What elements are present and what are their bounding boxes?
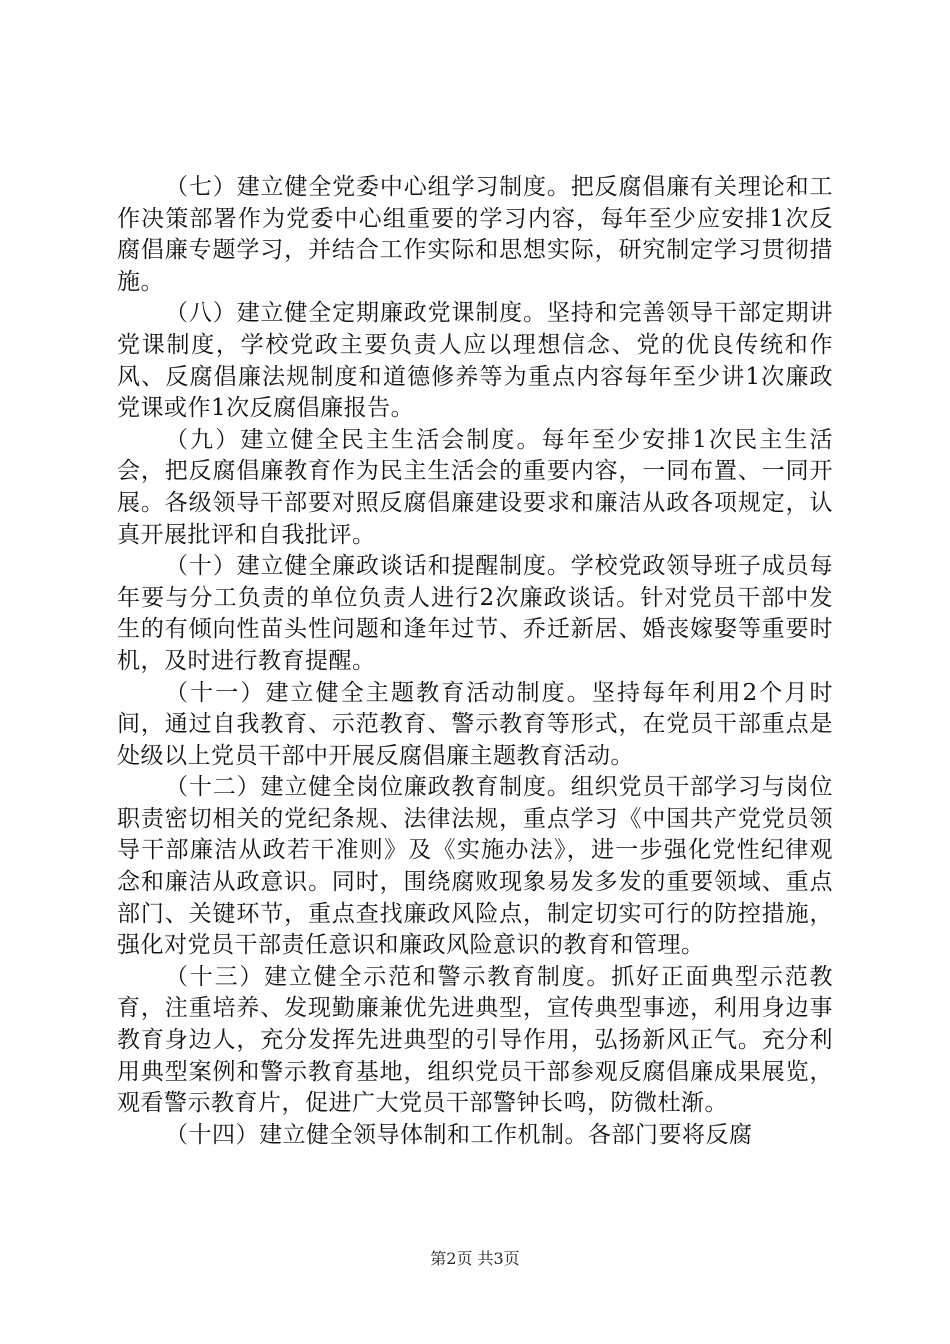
- paragraph-9: （九）建立健全民主生活会制度。每年至少安排1次民主生活会，把反腐倡廉教育作为民主生活会的重要内容，一同布置、一同开展。各级领导干部要对照反腐倡廉建设要求和廉洁从政各项规定，认真开展批评和自我批评。: [117, 426, 833, 548]
- paragraph-10: （十）建立健全廉政谈话和提醒制度。学校党政领导班子成员每年要与分工负责的单位负责人进行2次廉政谈话。针对党员干部中发生的有倾向性苗头性问题和逢年过节、乔迁新居、婚丧嫁娶等重要时机，及时进行教育提醒。: [117, 553, 833, 674]
- paragraph-8: （八）建立健全定期廉政党课制度。坚持和完善领导干部定期讲党课制度，学校党政主要负责人应以理想信念、党的优良传统和作风、反腐倡廉法规制度和道德修养等为重点内容每年至少讲1次廉政党课或作1次反腐倡廉报告。: [117, 300, 833, 422]
- paragraph-13: （十三）建立健全示范和警示教育制度。抓好正面典型示范教育，注重培养、发现勤廉兼优先进典型，宣传典型事迹，利用身边事教育身边人，充分发挥先进典型的引导作用，弘扬新风正气。充分利用典型案例和警示教育基地，组织党员干部参观反腐倡廉成果展览，观看警示教育片，促进广大党员干部警钟长鸣，防微杜渐。: [117, 963, 833, 1117]
- document-body: [117, 172, 833, 1151]
- paragraph-14: （十四）建立健全领导体制和工作机制。各部门要将反腐: [165, 1121, 753, 1148]
- paragraph-12: （十二）建立健全岗位廉政教育制度。组织党员干部学习与岗位职责密切相关的党纪条规、法律法规，重点学习《中国共产党党员领导干部廉洁从政若干准则》及《实施办法》，进一步强化党性纪律观念和廉洁从政意识。同时，围绕腐败现象易发多发的重要领域、重点部门、关键环节，重点查找廉政风险点，制定切实可行的防控措施，强化对党员干部责任意识和廉政风险意识的教育和管理。: [117, 774, 833, 959]
- page-footer: 第2页 共3页: [430, 1249, 520, 1268]
- paragraph-11: （十一）建立健全主题教育活动制度。坚持每年利用2个月时间，通过自我教育、示范教育、警示教育等形式，在党员干部重点是处级以上党员干部中开展反腐倡廉主题教育活动。: [117, 679, 833, 769]
- paragraph-7: （七）建立健全党委中心组学习制度。把反腐倡廉有关理论和工作决策部署作为党委中心组重要的学习内容，每年至少应安排1次反腐倡廉专题学习，并结合工作实际和思想实际，研究制定学习贯彻措施。: [117, 174, 833, 295]
